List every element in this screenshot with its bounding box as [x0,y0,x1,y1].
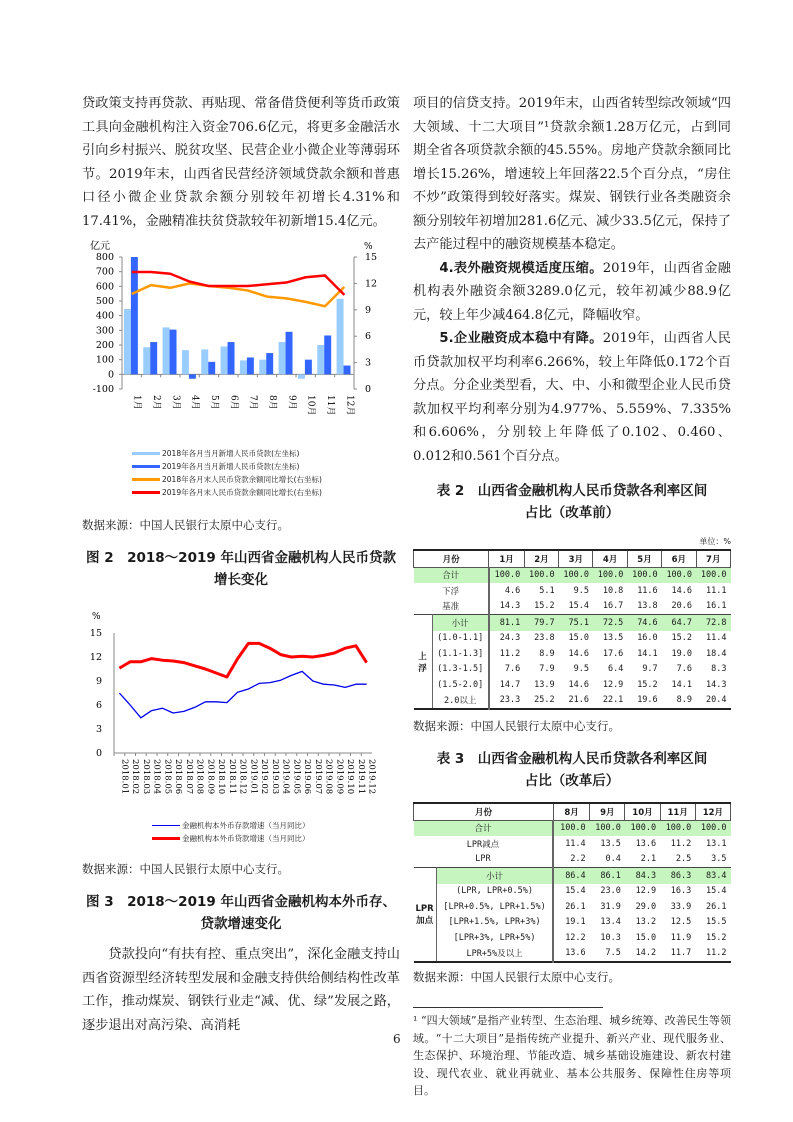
table-cell: 7.5 [605,948,621,959]
svg-text:2018.11: 2018.11 [226,759,237,795]
table-cell: 100.0 [695,820,730,836]
table-cell: 13.2 [635,917,657,928]
svg-text:2019.06: 2019.06 [302,759,313,795]
svg-text:2019.10: 2019.10 [345,759,356,795]
svg-text:2019.11: 2019.11 [355,759,366,795]
table-cell: 9.7 [642,664,658,675]
svg-text:11月: 11月 [325,395,335,416]
caption-line: 表 3 山西省金融机构人民币贷款各利率区间 [436,751,708,767]
legend-swatch-icon [152,837,180,840]
table-cell: 83.4 [695,868,730,884]
svg-text:800: 800 [95,252,114,263]
table-cell: 3.5 [711,854,727,865]
svg-text:12月: 12月 [344,395,355,416]
table-2-caption [413,480,731,524]
svg-text:7月: 7月 [247,395,258,410]
table-row [414,899,731,915]
table-row [414,868,731,884]
row-label: 小计 [436,868,553,884]
legend-label: 2019年各月末人民币贷款余额同比增长(右坐标) [162,488,322,497]
table-cell: 64.7 [662,615,696,631]
table-cell: 14.1 [671,679,693,690]
table-row [414,662,731,678]
legend-swatch-icon [132,491,160,494]
table-cell: 72.5 [593,615,627,631]
legend-item-2018-line [132,473,400,486]
table-cell: 9.5 [573,664,589,675]
svg-text:15: 15 [89,628,102,639]
row-label: LPR+5%及以上 [436,946,553,963]
row-label: 合计 [414,567,489,583]
svg-text:2018.06: 2018.06 [173,759,184,795]
svg-text:200: 200 [95,340,114,351]
svg-text:0: 0 [95,748,102,759]
svg-text:2018.07: 2018.07 [183,759,194,795]
row-label: (1.5-2.0] [432,677,489,693]
column-header: 11月 [660,803,695,820]
table-3-source: 数据来源：中国人民银行太原中心支行。 [413,970,620,984]
table-cell: 81.1 [489,615,524,631]
paragraph-financing-cost [413,327,731,468]
legend-label: 金融机构本外币存款增速（当月同比） [182,821,310,830]
row-label: 基准 [414,599,489,615]
caption-line: 贷款增速变化 [200,916,282,932]
row-label: [LPR+0.5%, LPR+1.5%) [436,899,553,915]
svg-text:9: 9 [95,676,102,687]
svg-text:500: 500 [95,296,114,307]
column-header: 月份 [414,550,489,567]
figure-3-caption [82,891,400,935]
caption-line: 增长变化 [214,572,268,588]
table-cell: 19.0 [671,648,693,659]
column-header: 8月 [553,803,589,820]
legend-label: 2018年各月当月新增人民币贷款(左坐标) [162,449,300,458]
table-row [414,946,731,963]
table-cell: 100.0 [593,567,627,583]
svg-text:4月: 4月 [189,395,200,410]
svg-text:15: 15 [365,252,378,263]
table-cell: 18.4 [706,648,727,659]
svg-text:2018.01: 2018.01 [119,759,130,795]
table-cell: 5.1 [539,585,555,596]
table-cell: 14.7 [499,679,521,690]
row-label: (1.1-1.3] [432,646,489,662]
legend-item-loan [152,832,400,845]
svg-text:2019.05: 2019.05 [291,759,302,795]
table-3 [413,802,731,963]
table-cell: 15.2 [534,601,555,612]
table-row [414,693,731,710]
table-cell: 15.2 [671,633,693,644]
column-header: 7月 [696,550,730,567]
figure-2-chart [82,237,400,499]
table-cell: 79.7 [524,615,558,631]
table-cell: 100.0 [489,567,524,583]
svg-text:3: 3 [365,357,372,369]
legend-item-2019-line [132,486,400,499]
table-cell: 11.2 [670,838,692,849]
row-label: 2.0以上 [432,693,489,710]
row-label: 下浮 [414,583,489,599]
right-column [413,92,731,1100]
table-cell: 20.6 [671,601,693,612]
svg-text:3: 3 [95,724,102,735]
table-cell: 13.5 [602,633,624,644]
table-cell: 10.8 [602,585,624,596]
table-header-row [414,803,731,820]
table-row [414,567,731,583]
legend-label: 2019年各月当月新增人民币贷款(左坐标) [162,462,300,471]
table-cell: 33.9 [670,901,692,912]
svg-text:2019.12: 2019.12 [366,759,377,795]
table-cell: 100.0 [559,567,593,583]
svg-text:2019.07: 2019.07 [312,759,323,795]
table-cell: 13.6 [635,838,657,849]
table-cell: 25.2 [534,695,555,706]
table-row [414,930,731,946]
table-cell: 4.6 [504,585,521,596]
paragraph-off-balance [413,257,731,328]
svg-text:1月: 1月 [131,395,142,410]
table-cell: 23.8 [534,633,555,644]
caption-line: 表 2 山西省金融机构人民币贷款各利率区间 [436,483,708,499]
group-label: 上浮 [414,615,433,710]
section-heading-4: 4.表外融资规模适度压缩。 [439,260,603,276]
table-cell: 8.9 [539,648,555,659]
table-cell: 86.4 [553,868,589,884]
table-cell: 22.1 [602,695,624,706]
table-cell: 100.0 [627,567,661,583]
page-number: 6 [393,1032,401,1046]
left-column [82,92,400,1037]
table-cell: 15.0 [568,633,589,644]
table-cell: 100.0 [660,820,695,836]
caption-line: 占比（改革前） [524,505,620,521]
table-cell: 2.2 [570,854,586,865]
table-cell: 12.9 [602,679,624,690]
table-cell: 72.8 [696,615,730,631]
table-cell: 8.9 [676,695,693,706]
svg-text:5月: 5月 [209,395,219,410]
table-cell: 100.0 [553,820,589,836]
svg-text:100: 100 [95,354,114,366]
svg-text:%: % [364,242,373,252]
table-cell: 14.1 [637,648,658,659]
svg-text:-100: -100 [92,384,114,395]
svg-text:12: 12 [89,652,102,663]
row-label: [LPR+3%, LPR+5%) [436,930,553,946]
legend-item-2018-bars [132,447,400,460]
table-cell: 100.0 [524,567,558,583]
table-cell: 13.4 [600,917,621,928]
table-cell: 11.9 [670,932,692,943]
table-cell: 19.1 [565,917,586,928]
table-2 [413,549,731,710]
table-cell: 14.6 [568,679,589,690]
table-cell: 11.2 [499,648,521,659]
svg-text:9: 9 [365,304,372,316]
table-cell: 23.3 [499,695,521,706]
table-cell: 15.0 [635,932,657,943]
table-cell: 12.2 [565,932,586,943]
svg-text:12: 12 [365,278,378,290]
figure-3-chart [82,603,400,845]
table-cell: 13.8 [637,601,658,612]
svg-text:2018.05: 2018.05 [162,759,173,795]
svg-text:2019.04: 2019.04 [280,759,291,795]
svg-text:2018.10: 2018.10 [216,759,227,795]
table-cell: 6.4 [607,664,624,675]
legend-swatch-icon [132,452,160,455]
table-cell: 15.2 [706,932,727,943]
figure-2-legend [82,447,400,499]
table-cell: 2.1 [640,854,657,865]
table-row [414,583,731,599]
table-cell: 0.4 [605,854,621,865]
svg-text:0: 0 [365,384,372,395]
table-cell: 11.4 [565,838,586,849]
table-cell: 100.0 [625,820,660,836]
row-label: [LPR+1.5%, LPR+3%) [436,915,553,931]
table-cell: 15.4 [568,601,589,612]
table-row [414,646,731,662]
svg-text:8月: 8月 [267,395,277,410]
table-row [414,836,731,852]
svg-text:2018.04: 2018.04 [151,759,162,795]
legend-swatch-icon [132,465,160,468]
table-row [414,615,731,631]
table-cell: 15.4 [706,886,727,897]
table-cell: 14.2 [635,948,657,959]
table-2-source: 数据来源：中国人民银行太原中心支行。 [413,719,620,733]
table-cell: 11.1 [706,585,727,596]
table-cell: 15.4 [565,886,586,897]
table-cell: 11.4 [706,633,727,644]
table-cell: 23.0 [600,886,621,897]
table-cell: 10.3 [600,932,621,943]
table-cell: 24.3 [499,633,521,644]
table-cell: 26.1 [565,901,586,912]
table-header-row [414,550,731,567]
table-cell: 14.6 [568,648,589,659]
legend-swatch-icon [152,825,180,827]
svg-text:2月: 2月 [151,395,161,410]
row-label: 合计 [414,820,554,836]
row-label: (LPR, LPR+0.5%) [436,884,553,900]
footnote: ¹ “四大领域”是指产业转型、生态治理、城乡统筹、改善民生等领域。“十二大项目”是指传统产业提升、新兴产业、现代服务业、生态保护、环境治理、节能改造、城乡基础设施建设、新农村建设、现代农业、就业再就业、基本公共服务、保障性住房等项目。 [413,1014,731,1097]
table-2-unit: 单位：% [699,537,731,546]
table-cell: 17.6 [602,648,624,659]
figure-2-caption [82,547,400,591]
svg-text:6: 6 [95,700,102,711]
paragraph-loan-direction: 贷款投向“有扶有控、重点突出”，深化金融支持山西省资源型经济转型发展和金融支持供给侧结构性改革工作，推动煤炭、钢铁行业走“减、优、绿”发展之路，逐步退出对高污染、高消耗 [82,947,400,1033]
table-row [414,677,731,693]
legend-label: 金融机构本外币贷款增速（当月同比） [182,834,310,843]
table-cell: 100.0 [662,567,696,583]
table-cell: 20.4 [706,695,727,706]
table-cell: 75.1 [559,615,593,631]
svg-text:2019.02: 2019.02 [259,759,270,795]
table-cell: 12.5 [670,917,692,928]
svg-text:6: 6 [365,331,372,343]
table-cell: 86.3 [660,868,695,884]
figure-3-source: 数据来源：中国人民银行太原中心支行。 [82,862,289,876]
paragraph-monetary-tools: 贷政策支持再贷款、再贴现、常备借贷便利等货币政策工具向金融机构注入资金706.6亿元，将更多金融活水引向乡村振兴、脱贫攻坚、民营企业小微企业等薄弱环节。2019年末，山西省民营经济领域贷款余额和普惠口径小微企业贷款余额分别较年初增长4.31%和17.41%，金融精准扶贫贷款较年初新增15.4亿元。 [82,96,400,229]
table-row [414,915,731,931]
svg-text:600: 600 [95,281,114,293]
table-cell: 15.2 [637,679,658,690]
group-label: LPR加点 [414,868,437,963]
table-cell: 86.1 [590,868,625,884]
row-label: 小计 [432,615,489,631]
row-label: (1.0-1.1] [432,631,489,647]
column-header: 月份 [414,803,554,820]
svg-text:2018.03: 2018.03 [140,759,151,795]
svg-text:700: 700 [95,266,114,278]
column-header: 3月 [559,550,593,567]
table-cell: 31.9 [600,901,621,912]
legend-swatch-icon [132,478,160,481]
svg-text:2019.01: 2019.01 [248,759,259,795]
table-cell: 100.0 [696,567,730,583]
table-cell: 8.3 [711,664,727,675]
svg-text:2019.08: 2019.08 [323,759,334,795]
footnote-divider [413,1007,603,1008]
table-row [414,852,731,868]
svg-text:%: % [92,612,101,622]
section-heading-5: 5.企业融资成本稳中有降。 [439,331,603,346]
table-cell: 15.5 [706,917,727,928]
svg-text:2018.09: 2018.09 [205,759,216,795]
table-cell: 16.1 [706,601,727,612]
row-label: LPR减点 [414,836,554,852]
table-cell: 29.0 [635,901,657,912]
row-label: (1.3-1.5] [432,662,489,678]
svg-text:2018.08: 2018.08 [194,759,205,795]
column-header: 4月 [593,550,627,567]
table-cell: 13.6 [565,948,586,959]
svg-text:亿元: 亿元 [90,241,110,252]
column-header: 9月 [590,803,625,820]
column-header: 5月 [627,550,661,567]
paragraph-transformation-loans: 项目的信贷支持。2019年末，山西省转型综改领域“四大领域、十二大项目”¹贷款余额1.28万亿元，占到同期全省各项贷款余额的45.55%。房地产贷款余额同比增长15.26%，增速较上年回落22.5个百分点，“房住不炒”政策得到较好落实。煤炭、钢铁行业各类融资余额分别较年初增加281.6亿元、减少33.5亿元，保持了去产能过程中的融资规模基本稳定。 [413,96,731,252]
figure-3-legend [82,819,400,845]
table-row [414,820,731,836]
row-label: LPR [414,852,554,868]
legend-label: 2018年各月末人民币贷款余额同比增长(右坐标) [162,475,322,484]
table-cell: 19.6 [637,695,658,706]
svg-text:2018.02: 2018.02 [130,759,141,795]
table-cell: 7.6 [504,664,521,675]
svg-text:2019.03: 2019.03 [269,759,280,795]
table-cell: 13.5 [600,838,621,849]
table-row [414,631,731,647]
svg-text:2018.12: 2018.12 [237,759,248,795]
svg-text:6月: 6月 [228,395,239,410]
table-cell: 9.5 [573,585,589,596]
svg-text:400: 400 [95,310,114,322]
table-cell: 74.6 [627,615,661,631]
table-cell: 12.9 [635,886,657,897]
caption-line: 图 3 2018～2019 年山西省金融机构本外币存、 [86,894,396,910]
table-cell: 11.6 [637,585,658,596]
table-cell: 14.3 [499,601,521,612]
table-cell: 11.2 [706,948,727,959]
table-row [414,884,731,900]
table-row [414,599,731,615]
table-cell: 7.9 [539,664,555,675]
section-body: 2019年，山西省人民币贷款加权平均利率6.266%，较上年降低0.172个百分点。分企业类型看，大、中、小和微型企业人民币贷款加权平均利率分别为4.977%、5.559%、7.335%和6.606%，分别较上年降低了0.102、0.460、0.012和0.561个百分点。 [413,331,731,464]
table-cell: 2.5 [675,854,692,865]
figure-2-source: 数据来源：中国人民银行太原中心支行。 [82,518,289,532]
table-cell: 11.7 [670,948,692,959]
table-cell: 14.3 [706,679,727,690]
caption-line: 占比（改革后） [524,773,620,789]
table-cell: 84.3 [625,868,660,884]
column-header: 2月 [524,550,558,567]
column-header: 1月 [489,550,524,567]
svg-text:0: 0 [107,369,114,381]
column-header: 12月 [695,803,730,820]
caption-line: 图 2 2018～2019 年山西省金融机构人民币贷款 [86,550,396,566]
svg-text:3月: 3月 [170,395,181,410]
table-cell: 100.0 [590,820,625,836]
svg-text:9月: 9月 [286,395,297,410]
column-header: 6月 [662,550,696,567]
table-cell: 7.6 [676,664,693,675]
table-cell: 16.3 [670,886,692,897]
svg-text:300: 300 [95,325,114,337]
svg-text:2019.09: 2019.09 [334,759,345,795]
table-cell: 14.6 [671,585,693,596]
svg-text:10月: 10月 [305,395,316,416]
table-3-caption [413,748,731,792]
table-cell: 21.6 [568,695,589,706]
legend-item-deposit [152,819,400,832]
table-cell: 13.9 [534,679,555,690]
loan-growth-chart [82,237,400,437]
deposit-loan-growth-chart [82,603,400,813]
table-cell: 13.1 [706,838,727,849]
legend-item-2019-bars [132,460,400,473]
section-body: 2019年，山西省金融机构表外融资余额3289.0亿元，较年初减少88.9亿元，较上年少减464.8亿元，降幅收窄。 [413,260,731,323]
table-cell: 16.0 [637,633,658,644]
table-cell: 26.1 [706,901,727,912]
column-header: 10月 [625,803,660,820]
table-cell: 16.7 [602,601,624,612]
